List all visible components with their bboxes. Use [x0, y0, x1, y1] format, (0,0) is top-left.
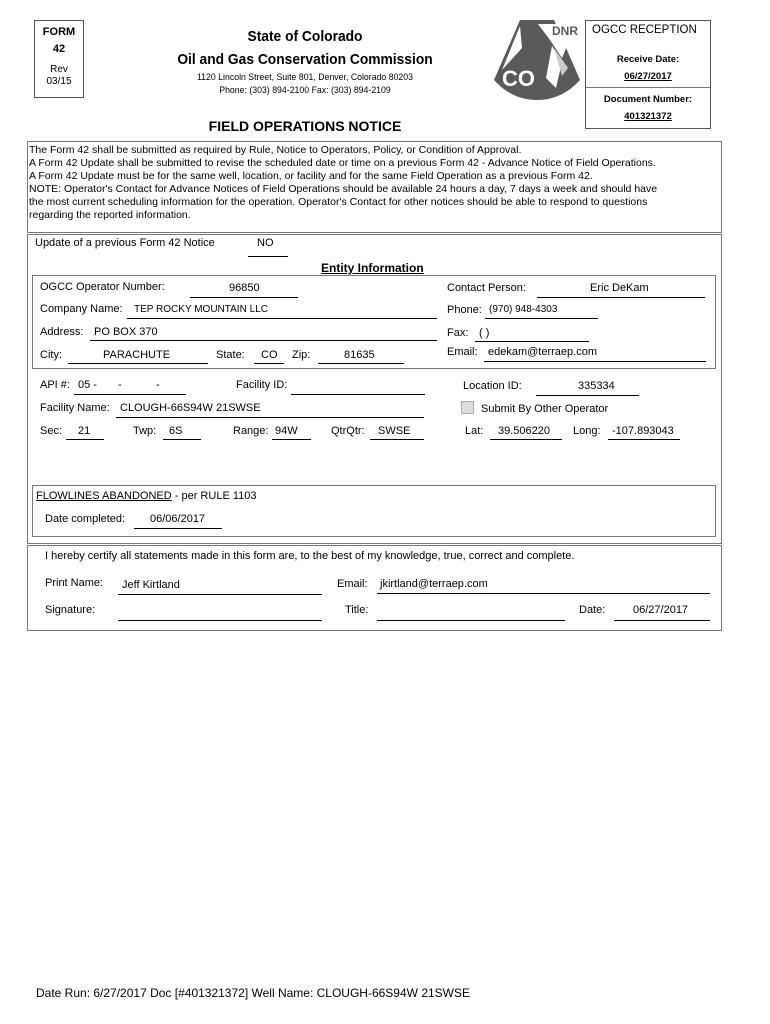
email-label: Email: — [447, 346, 478, 358]
city-underline — [68, 363, 208, 364]
commission-title: Oil and Gas Conservation Commission — [177, 51, 433, 68]
twp-label: Twp: — [133, 425, 157, 437]
reception-divider — [586, 87, 710, 88]
zip-label: Zip: — [292, 349, 311, 361]
instruction-line-1: The Form 42 shall be submitted as required by Rule, Notice to Operators, Policy, or Condition of Approval. — [29, 144, 522, 156]
receive-date: 06/27/2017 — [624, 71, 672, 82]
lat-underline — [490, 439, 562, 440]
date-completed-label: Date completed: — [45, 513, 126, 525]
company-name-label: Company Name: — [40, 303, 123, 315]
receive-date-label: Receive Date: — [616, 54, 680, 65]
state-label: State: — [216, 349, 245, 361]
form-title: FIELD OPERATIONS NOTICE — [208, 118, 402, 134]
city-label: City: — [40, 349, 62, 361]
facility-name-value[interactable]: CLOUGH-66S94W 21SWSE — [120, 402, 261, 414]
state-title: State of Colorado — [247, 28, 363, 45]
api-part-2[interactable]: - — [118, 379, 122, 391]
instruction-line-3: A Form 42 Update must be for the same well, location, or facility and for the same Field Operation as a previous Form 42. — [29, 170, 593, 182]
long-value[interactable]: -107.893043 — [612, 425, 674, 437]
location-id-value[interactable]: 335334 — [578, 380, 615, 392]
qtrqtr-label: QtrQtr: — [331, 425, 365, 437]
api-part-1[interactable]: 05 - — [78, 379, 97, 391]
print-name-label: Print Name: — [45, 577, 104, 589]
contact-person-underline — [537, 297, 705, 298]
entity-heading: Entity Information — [321, 261, 424, 275]
document-number-label: Document Number: — [603, 94, 693, 105]
city-value[interactable]: PARACHUTE — [103, 349, 171, 361]
api-label: API #: — [40, 379, 70, 391]
fax-value[interactable]: ( ) — [479, 327, 490, 339]
print-name-value[interactable]: Jeff Kirtland — [122, 579, 180, 591]
phone-label: Phone: — [447, 304, 482, 316]
twp-value[interactable]: 6S — [169, 425, 183, 437]
phone-underline — [485, 318, 598, 319]
form-number: 42 — [52, 43, 66, 55]
zip-value[interactable]: 81635 — [344, 349, 375, 361]
sec-label: Sec: — [40, 425, 63, 437]
certify-email-label: Email: — [337, 578, 368, 590]
flowlines-heading — [36, 490, 257, 502]
ogcc-reception-box — [585, 20, 711, 129]
instruction-line-4: NOTE: Operator's Contact for Advance Notices of Field Operations should be available 24 hours a day, 7 days a week and should have — [29, 183, 658, 195]
date-completed-value[interactable]: 06/06/2017 — [150, 513, 206, 525]
long-underline — [608, 439, 680, 440]
submit-other-operator-label: Submit By Other Operator — [481, 403, 609, 415]
operator-number-value[interactable]: 96850 — [229, 282, 260, 294]
signature-underline[interactable] — [118, 620, 322, 621]
company-name-value[interactable]: TEP ROCKY MOUNTAIN LLC — [134, 304, 268, 315]
certify-date-label: Date: — [579, 604, 606, 616]
address-value[interactable]: PO BOX 370 — [94, 326, 158, 338]
twp-underline — [163, 439, 201, 440]
sec-underline — [66, 439, 104, 440]
api-underline — [74, 394, 186, 395]
document-number: 401321372 — [624, 111, 672, 122]
range-value[interactable]: 94W — [275, 425, 298, 437]
facility-id-label: Facility ID: — [236, 379, 288, 391]
footer-run-info: Date Run: 6/27/2017 Doc [#401321372] Well Name: CLOUGH-66S94W 21SWSE — [36, 986, 471, 1000]
state-underline — [254, 363, 284, 364]
zip-underline — [318, 363, 404, 364]
instruction-line-5: the most current scheduling information for the operation. Operator's Contact for other notices should be able to respond to questions — [29, 196, 648, 208]
qtrqtr-value[interactable]: SWSE — [378, 425, 411, 437]
long-label: Long: — [573, 425, 601, 437]
rev-date: 03/15 — [46, 76, 72, 87]
email-value[interactable]: edekam@terraep.com — [488, 346, 597, 358]
certify-date-value[interactable]: 06/27/2017 — [633, 604, 689, 616]
print-name-underline — [118, 594, 322, 595]
contact-person-label: Contact Person: — [447, 282, 526, 294]
certify-title-underline[interactable] — [377, 620, 565, 621]
address-label: Address: — [40, 326, 84, 338]
update-underline — [248, 256, 288, 257]
operator-number-label: OGCC Operator Number: — [40, 281, 165, 293]
api-part-3[interactable]: - — [156, 379, 160, 391]
company-name-underline — [127, 318, 437, 319]
flowlines-title: FLOWLINES ABANDONED — [36, 490, 172, 502]
certify-date-underline — [614, 620, 710, 621]
instruction-line-2: A Form 42 Update shall be submitted to revise the scheduled date or time on a previous Form 42 - Advance Notice of Field Operations. — [29, 157, 656, 169]
phone-value[interactable]: (970) 948-4303 — [489, 304, 558, 315]
facility-id-underline — [291, 394, 425, 395]
address-underline — [90, 340, 437, 341]
certify-title-label: Title: — [345, 604, 369, 616]
state-value[interactable]: CO — [261, 349, 278, 361]
facility-name-label: Facility Name: — [40, 402, 110, 414]
location-id-underline — [536, 395, 639, 396]
certify-email-underline — [377, 593, 710, 594]
reception-title: OGCC RECEPTION — [592, 24, 697, 36]
range-underline — [272, 439, 311, 440]
commission-address: 1120 Lincoln Street, Suite 801, Denver, Colorado 80203 — [196, 72, 414, 83]
instructions-box — [27, 141, 722, 233]
email-underline — [484, 361, 706, 362]
dnr-logo-graphic — [492, 18, 582, 102]
update-label: Update of a previous Form 42 Notice — [35, 237, 215, 249]
submit-other-operator-checkbox[interactable] — [461, 401, 474, 414]
svg-text:DNR: DNR — [552, 24, 578, 38]
date-completed-underline — [134, 528, 222, 529]
location-id-label: Location ID: — [463, 380, 522, 392]
form-label: FORM — [42, 26, 76, 38]
svg-text:CO: CO — [502, 66, 535, 91]
lat-label: Lat: — [465, 425, 484, 437]
rev-label: Rev — [50, 64, 68, 75]
range-label: Range: — [233, 425, 269, 437]
fax-label: Fax: — [447, 327, 469, 339]
operator-number-underline — [190, 297, 298, 298]
form-number-box — [34, 20, 84, 98]
lat-value[interactable]: 39.506220 — [498, 425, 550, 437]
certify-statement: I hereby certify all statements made in this form are, to the best of my knowledge, true, correct and complete. — [45, 550, 575, 562]
certify-email-value[interactable]: jkirtland@terraep.com — [380, 578, 488, 590]
instruction-line-6: regarding the reported information. — [29, 209, 191, 221]
contact-person-value[interactable]: Eric DeKam — [590, 282, 649, 294]
sec-value[interactable]: 21 — [78, 425, 91, 437]
fax-underline — [475, 341, 589, 342]
colorado-dnr-logo — [492, 18, 582, 102]
commission-phone: Phone: (303) 894-2100 Fax: (303) 894-2109 — [219, 85, 391, 96]
qtrqtr-underline — [370, 439, 424, 440]
update-value[interactable]: NO — [257, 237, 274, 249]
facility-name-underline — [116, 417, 424, 418]
signature-label: Signature: — [45, 604, 96, 616]
flowlines-rule: - per RULE 1103 — [171, 490, 257, 502]
